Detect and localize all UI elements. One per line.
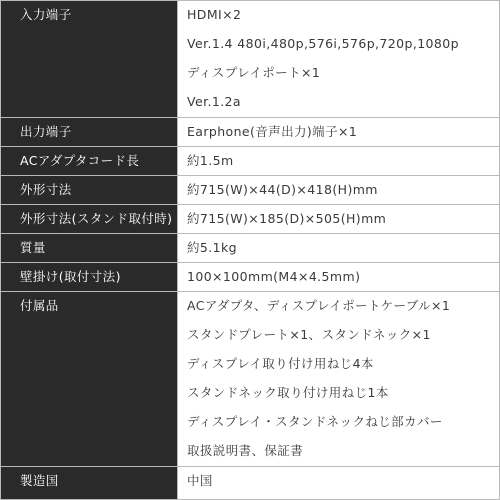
value-line: 約715(W)×44(D)×418(H)mm (187, 182, 378, 197)
spec-row-weight (1, 234, 500, 263)
spec-row-ac-cord (1, 147, 500, 176)
row-label: ACアダプタコード長 (1, 147, 178, 176)
row-value (178, 292, 500, 467)
spec-row-input (1, 1, 500, 118)
row-value (178, 467, 500, 500)
row-label: 付属品 (1, 292, 178, 467)
row-label: 製造国 (1, 467, 178, 500)
row-value (178, 263, 500, 292)
row-label: 外形寸法(スタンド取付時) (1, 205, 178, 234)
value-line: スタンドプレート×1、スタンドネック×1 (187, 327, 431, 342)
spec-row-dimensions (1, 176, 500, 205)
value-line: ディスプレイ取り付け用ねじ4本 (187, 356, 374, 371)
row-value (178, 1, 500, 118)
value-line: Ver.1.2a (187, 94, 241, 109)
row-label: 出力端子 (1, 118, 178, 147)
spec-row-country (1, 467, 500, 500)
value-line: 取扱説明書、保証書 (187, 443, 304, 458)
value-line: ACアダプタ、ディスプレイポートケーブル×1 (187, 298, 451, 313)
value-line: スタンドネック取り付け用ねじ1本 (187, 385, 389, 400)
value-line: 約5.1kg (187, 240, 237, 255)
value-line: ディスプレイ・スタンドネックねじ部カバー (187, 414, 443, 429)
spec-row-wall-mount (1, 263, 500, 292)
row-value (178, 176, 500, 205)
spec-table-body (1, 1, 500, 500)
spec-row-accessories (1, 292, 500, 467)
row-label: 入力端子 (1, 1, 178, 118)
value-line: HDMI×2 (187, 7, 242, 22)
row-label: 質量 (1, 234, 178, 263)
value-line: 100×100mm(M4×4.5mm) (187, 269, 361, 284)
row-label: 外形寸法 (1, 176, 178, 205)
value-line: Earphone(音声出力)端子×1 (187, 124, 358, 139)
value-line: Ver.1.4 480i,480p,576i,576p,720p,1080p (187, 36, 459, 51)
value-line: 約715(W)×185(D)×505(H)mm (187, 211, 387, 226)
row-value (178, 147, 500, 176)
row-value (178, 205, 500, 234)
row-value (178, 118, 500, 147)
row-value (178, 234, 500, 263)
value-line: ディスプレイポート×1 (187, 65, 321, 80)
row-label: 壁掛け(取付寸法) (1, 263, 178, 292)
value-line: 約1.5m (187, 153, 234, 168)
spec-row-dimensions-stand (1, 205, 500, 234)
spec-row-output (1, 118, 500, 147)
value-line: 中国 (187, 473, 213, 488)
